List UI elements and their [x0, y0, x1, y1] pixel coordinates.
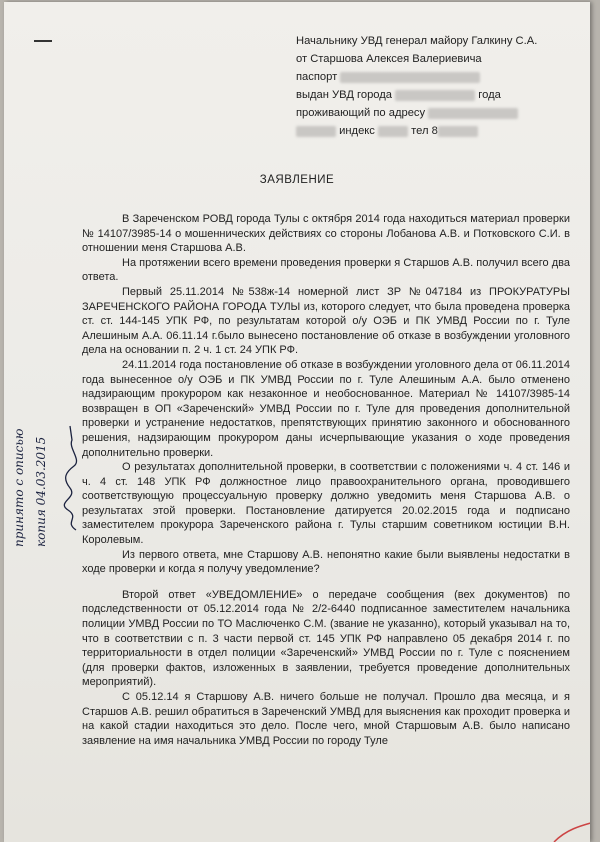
paragraph: В Зареченском РОВД города Тулы с октября 2014 года находиться материал проверки № 14107/3985-14 о мошеннических действиях со стороны Лобанова А.В. и Потковского С.И. в отношении меня Старшова А.В.	[82, 213, 570, 255]
header-line-3: паспорт	[296, 68, 581, 86]
paragraph: О результатах дополнительной проверки, в соответствии с положениями ч. 4 ст. 146 и ч. 4 ст. 148 УПК РФ должностное лицо правоохранительного органа, проводившего соответствующую процессуальную проверку должно уведомить меня Старшова А.В. о результатах этой проверки. Постановление датируется 20.02.2015 года и подписано заместителем прокурора Зареченского района г. Тулы старшим советником юстиции В.Н. Королевым.	[82, 461, 570, 547]
paragraph: На протяжении всего времени проведения проверки я Старшов А.В. получил всего два ответа.	[82, 256, 570, 284]
paragraph: Первый 25.11.2014 №538ж-14 номерной лист ЗР №047184 из ПРОКУРАТУРЫ ЗАРЕЧЕНСКОГО РАЙОНА ГОРОДА ТУЛЫ из, которого следует, что была проведена проверка ст. ст. 144-145 УПК РФ, по результатам которой о/у ОЭБ и ПК УМВД России по г. Туле Алешиным А.А. 06.11.14 г.было вынесено постановление об отказе в возбуждении уголовного дела на основании п. 2 ч. 1 ст. 24 УПК РФ.	[82, 285, 570, 357]
header-line-6: индекс тел 8	[296, 122, 581, 140]
document-body	[82, 212, 570, 748]
document-page	[4, 2, 590, 842]
handwritten-date-note: копия 04.03.2015	[34, 436, 48, 547]
header-line-2: от Старшова Алексея Валериевича	[296, 53, 482, 65]
redacted-field	[296, 126, 336, 137]
red-pen-mark	[544, 802, 590, 842]
redacted-field	[438, 126, 478, 137]
redacted-field	[378, 126, 408, 137]
paragraph: 24.11.2014 года постановление об отказе в возбуждении уголовного дела от 06.11.2014 года вынесенное о/у ОЭБ и ПК УМВД России по г. Туле Алешиным А.А. было отменено надзирающим прокурором как незаконное и необоснованное. Материал № 14107/3985-14 возвращен в ОП «Зареченский» УМВД России по г. Туле для проведения дополнительной проверки и устранение недостатков, препятствующих принятию законного и обоснованного решения, надзирающим прокурором даны исчерпывающие указания о ходе проведения дополнительно проверки.	[82, 358, 570, 459]
signature	[62, 422, 82, 532]
punch-mark	[34, 40, 52, 42]
redacted-field	[395, 90, 475, 101]
handwritten-note: принято с описью	[12, 428, 26, 547]
header-line-5: проживающий по адресу	[296, 104, 581, 122]
paragraph: С 05.12.14 я Старшову А.В. ничего больше не получал. Прошло два месяца, и я Старшов А.В. решил обратиться в Зареченский УМВД для выяснения как проходит проверка и на какой стадии находиться это дело. После чего, мной Старшовым А.В. было написано заявление на имя начальника УМВД России по городу Туле	[82, 691, 570, 747]
document-title: ЗАЯВЛЕНИЕ	[259, 174, 335, 186]
paragraph: Второй ответ «УВЕДОМЛЕНИЕ» о передаче сообщения (вех документов) по подследственности от 05.12.2014 года № 2/2-6440 подписанное заместителем начальника полиции УМВД России по ТО Маслюченко С.М. (звание не указанно), который указывал на то, что в соответствии с п. 3 части первой ст. 145 УПК РФ направлено 05 декабря 2014 г. по территориальности в отдел полиции «Зареченский» УМВД России по г. Туле с пояснением (для проверки фактов, изложенных в заявлении, требуется проведение дополнительных мероприятий).	[82, 588, 570, 689]
header-line-4: выдан УВД города года	[296, 89, 501, 101]
header-line-1: Начальнику УВД генерал майору Галкину С.А.	[296, 35, 538, 47]
redacted-field	[340, 72, 480, 83]
paragraph: Из первого ответа, мне Старшову А.В. непонятно какие были выявлены недостатки в ходе проверки и когда я получу уведомление?	[82, 548, 570, 576]
redacted-field	[428, 108, 518, 119]
addressee-block	[296, 32, 581, 140]
